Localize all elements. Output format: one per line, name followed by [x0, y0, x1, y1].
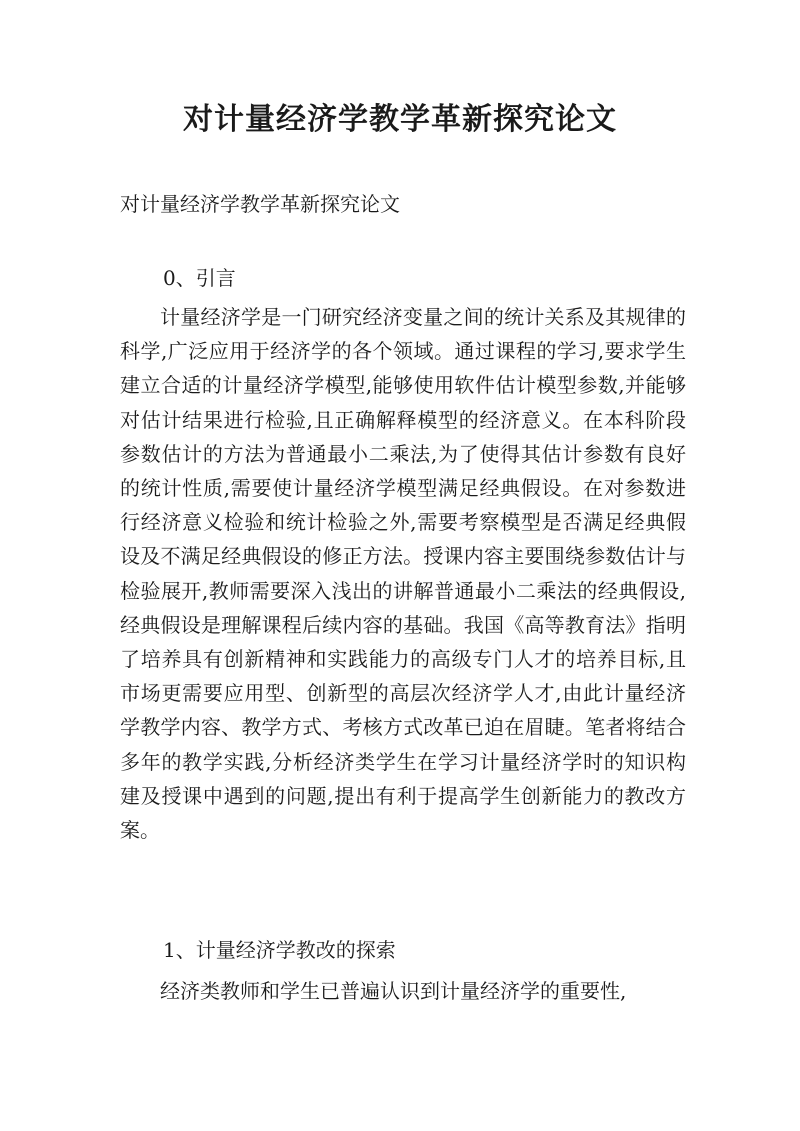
document-subtitle: 对计量经济学教学革新探究论文 [120, 192, 400, 216]
document-title: 对计量经济学教学革新探究论文 [183, 102, 617, 137]
paragraph-introduction: 计量经济学是一门研究经济变量之间的统计关系及其规律的科学,广泛应用于经济学的各个领域。通过课程的学习,要求学生建立合适的计量经济学模型,能够使用软件估计模型参数,并能够对估计结果进行检验,且正确解释模型的经济意义。在本科阶段参数估计的方法为普通最小二乘法,为了使得其估计参数有良好的统计性质,需要使计量经济学模型满足经典假设。在对参数进行经济意义检验和统计检验之外,需要考察模型是否满足经典假设及不满足经典假设的修正方法。授课内容主要围绕参数估计与检验展开,教师需要深入浅出的讲解普通最小二乘法的经典假设,经典假设是理解课程后续内容的基础。我国《高等教育法》指明了培养具有创新精神和实践能力的高级专门人才的培养目标,且市场更需要应用型、创新型的高层次经济学人才,由此计量经济学教学内容、教学方式、考核方式改革已迫在眉睫。笔者将结合多年的教学实践,分析经济类学生在学习计量经济学时的知识构建及授课中遇到的问题,提出有利于提高学生创新能力的教改方案。 [120, 305, 686, 843]
section-heading-reform: 1、计量经济学教改的探索 [163, 938, 396, 962]
section-heading-introduction: 0、引言 [163, 266, 236, 290]
paragraph-reform: 经济类教师和学生已普遍认识到计量经济学的重要性, [160, 979, 627, 1003]
